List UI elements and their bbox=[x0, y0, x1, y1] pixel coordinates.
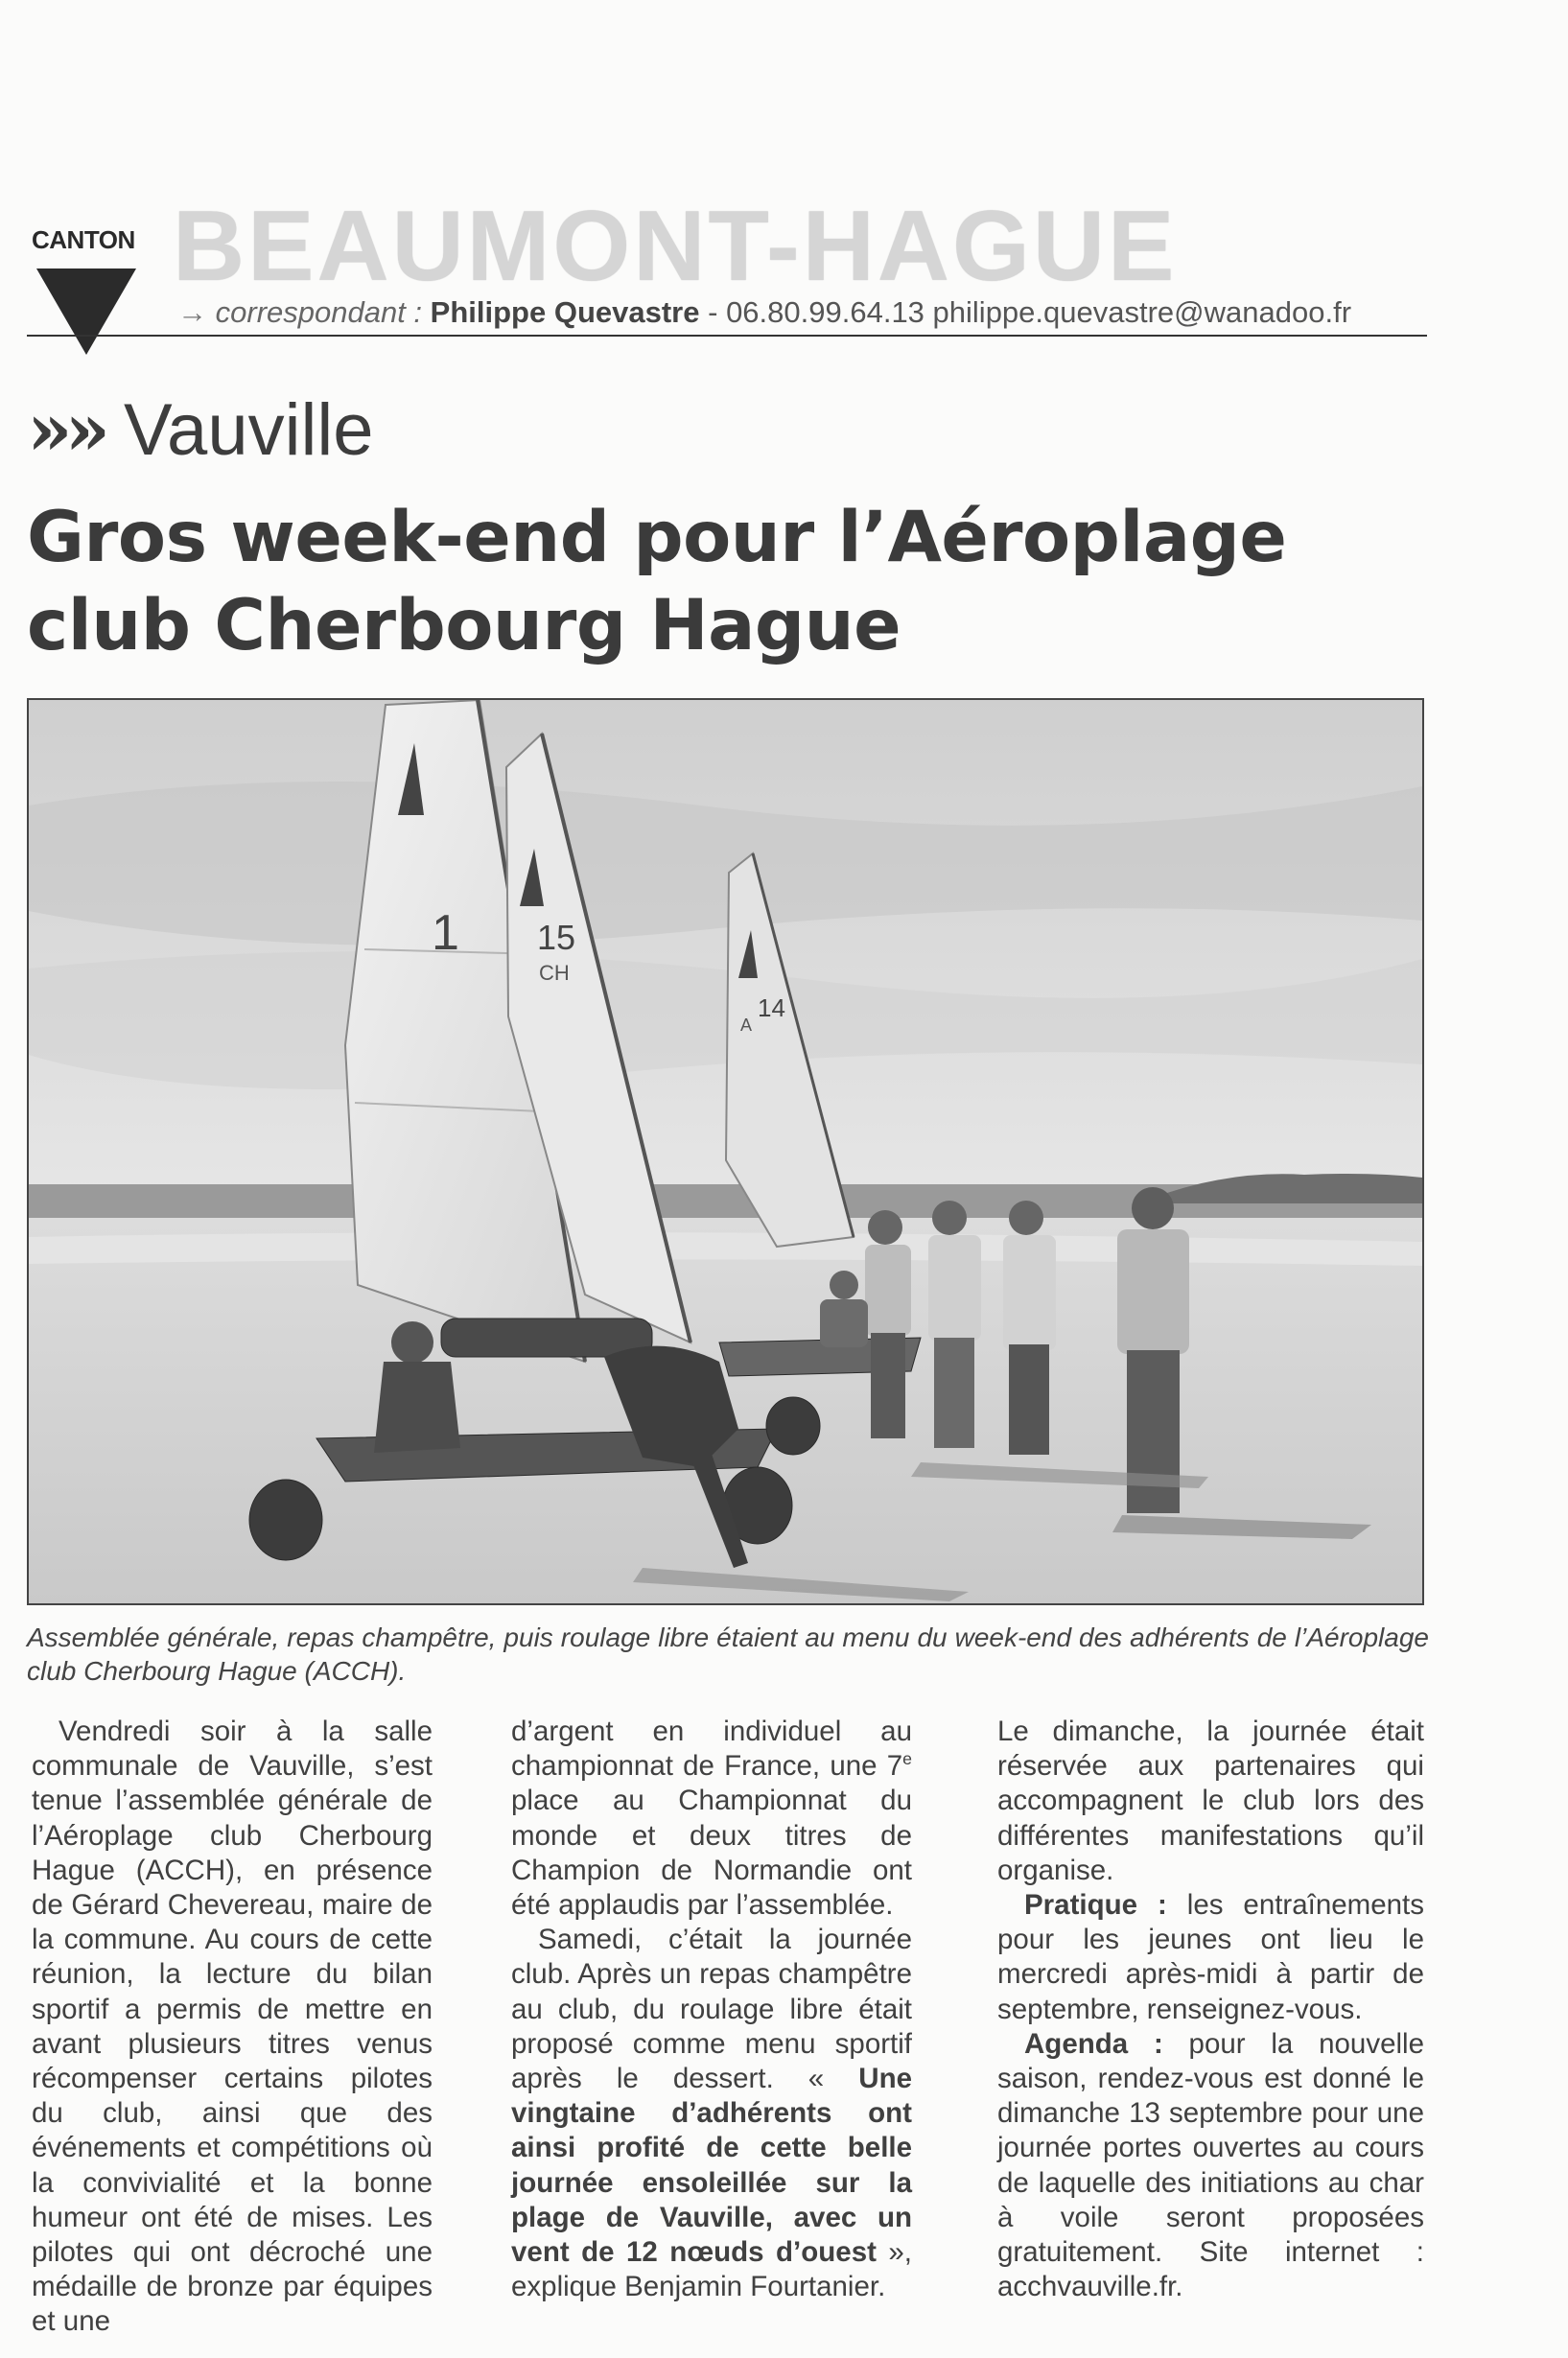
text-run: place au Championnat du monde et deux titres de Champion de Normandie ont été applaudis par l’assemblée. bbox=[511, 1785, 912, 1922]
headline bbox=[27, 494, 1437, 670]
land-yacht-photo bbox=[29, 700, 1422, 1603]
text-run: les entraînements pour les jeunes ont lieu le mercredi après-midi à partir de septembre, renseignez-vous. bbox=[997, 1889, 1424, 2025]
pratique-label: Pratique : bbox=[1024, 1889, 1167, 1922]
text-run: », explique Benjamin Fourtanier. bbox=[511, 2236, 912, 2303]
photo-caption: Assemblée générale, repas champêtre, puis roulage libre étaient au menu du week-end des adhérents de l’Aéroplage club Cherbourg Hague (ACCH). bbox=[27, 1623, 1429, 1686]
locality-line bbox=[27, 386, 374, 472]
text-run: Samedi, c’était la journée club. Après un repas champêtre au club, du roulage libre était proposé comme menu sportif après le dessert. « bbox=[511, 1924, 912, 2095]
locality-marker-icon: »» bbox=[27, 386, 103, 472]
correspondent-separator: - bbox=[699, 295, 727, 329]
sail-number-1: 1 bbox=[432, 905, 459, 961]
body-column-2 bbox=[511, 1715, 912, 2304]
header-rule bbox=[27, 335, 1427, 337]
paragraph: Le dimanche, la journée était réservée aux partenaires qui accompagnent le club lors des différentes manifestations qu’il organise. bbox=[997, 1716, 1424, 1886]
headline-line-1: Gros week-end pour l’Aéroplage bbox=[27, 497, 1287, 578]
paragraph bbox=[511, 1923, 912, 2304]
arrow-icon: → bbox=[177, 295, 207, 329]
sail-letters-1: CH bbox=[539, 961, 570, 985]
correspondent-phone: 06.80.99.64.13 bbox=[726, 295, 924, 329]
paragraph bbox=[997, 1888, 1424, 2027]
locality-name: Vauville bbox=[124, 389, 374, 471]
text-run: pour la nouvelle saison, rendez-vous est donné le dimanche 13 septembre pour une journée portes ouvertes au cours de laquelle des initiations au char à voile seront proposées gratuitement. Site internet : acchvauville.fr. bbox=[997, 2027, 1424, 2303]
quote-bold: Une vingtaine d’adhérents ont ainsi profité de cette belle journée ensoleillée sur la plage de Vauville, avec un vent de 12 nœuds d’ouest bbox=[511, 2063, 912, 2269]
sail-number-3: 14 bbox=[758, 993, 785, 1022]
agenda-label: Agenda : bbox=[1024, 2027, 1163, 2060]
superscript: e bbox=[902, 1749, 912, 1769]
correspondent-line bbox=[177, 295, 1351, 330]
section-title: BEAUMONT-HAGUE bbox=[173, 191, 1178, 302]
body-column-3 bbox=[997, 1715, 1424, 2304]
paragraph bbox=[997, 2027, 1424, 2305]
sail-number-2: 15 bbox=[537, 918, 576, 957]
paragraph: Vendredi soir à la salle communale de Vauville, s’est tenue l’assemblée générale de l’Aéroplage club Cherbourg Hague (ACCH), en présence de Gérard Chevereau, maire de la commune. Au cours de cette réunion, la lecture du bilan sportif a permis de mettre en avant plusieurs titres venus récompenser certains pilotes du club, ainsi que des événements et compétitions où la convivialité et la bonne humeur ont été de mises. Les pilotes qui ont décroché une médaille de bronze par équipes et une bbox=[32, 1716, 433, 2338]
headline-line-2: club Cherbourg Hague bbox=[27, 585, 901, 666]
article-photo bbox=[27, 698, 1424, 1605]
body-column-1 bbox=[32, 1715, 433, 2340]
correspondent-label: correspondant : bbox=[215, 295, 423, 329]
sail-letters-2: A bbox=[740, 1016, 753, 1035]
paragraph bbox=[511, 1715, 912, 1923]
text-run: d’argent en individuel au championnat de France, une 7 bbox=[511, 1716, 912, 1783]
correspondent-name: Philippe Quevastre bbox=[430, 295, 700, 329]
correspondent-email: philippe.quevastre@wanadoo.fr bbox=[932, 295, 1352, 329]
canton-triangle-icon bbox=[36, 268, 136, 355]
canton-label: CANTON bbox=[32, 225, 135, 254]
